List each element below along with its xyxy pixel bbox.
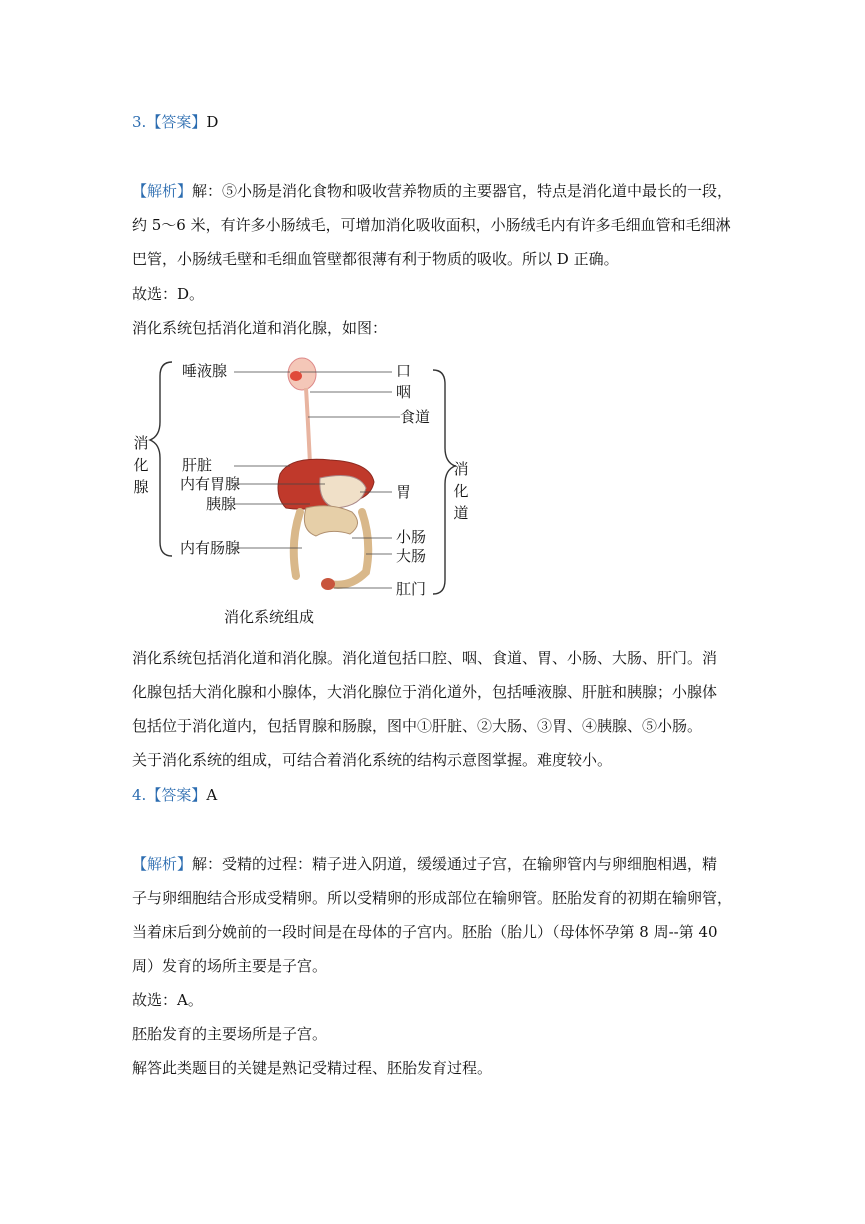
q3-answer-tag: 【答案】 xyxy=(146,113,207,131)
q3-intro: 消化系统包括消化道和消化腺，如图： xyxy=(132,319,388,337)
diagram-label-salivary-gland: 唾液腺 xyxy=(182,362,228,380)
diagram-label-pancreas: 胰腺 xyxy=(206,495,237,513)
q4-answer-tag: 【答案】 xyxy=(146,786,207,804)
q3-choice: 故选：D。 xyxy=(132,285,205,303)
q4-analysis-line-3: 当着床后到分娩前的一段时间是在母体的子宫内。胚胎（胎儿）（母体怀孕第 8 周--第 40 xyxy=(132,923,718,941)
q3-analysis-text-1: 解：⑤小肠是消化食物和吸收营养物质的主要器官，特点是消化道中最长的一段， xyxy=(192,182,733,200)
diagram-right-group-label: 消化道 xyxy=(453,460,469,522)
q4-answer: A xyxy=(206,786,218,804)
q4-analysis-text-1: 解：受精的过程：精子进入阴道，缓缓通过子宫，在输卵管内与卵细胞相遇，精 xyxy=(192,855,718,873)
diagram-caption: 消化系统组成 xyxy=(224,608,315,626)
q3-summary-line-1: 消化系统包括消化道和消化腺。消化道包括口腔、咽、食道、胃、小肠、大肠、肝门。消 xyxy=(132,649,718,667)
q4-analysis-line-4: 周）发育的场所主要是子宫。 xyxy=(132,957,328,975)
q4-analysis-line-2: 子与卵细胞结合形成受精卵。所以受精卵的形成部位在输卵管。胚胎发育的初期在输卵管， xyxy=(132,889,733,907)
diagram-label-stomach: 胃 xyxy=(396,483,412,501)
q4-number: 4. xyxy=(132,786,147,804)
q3-number: 3. xyxy=(132,113,147,131)
diagram-label-esophagus: 食道 xyxy=(400,408,431,426)
q3-analysis-tag: 【解析】 xyxy=(132,182,193,200)
diagram-label-small-intestine: 小肠 xyxy=(396,528,427,546)
q4-tip: 解答此类题目的关键是熟记受精过程、胚胎发育过程。 xyxy=(132,1059,493,1077)
q4-choice: 故选：A。 xyxy=(132,991,203,1009)
q4-answer-line xyxy=(132,785,752,805)
q3-summary-line-2: 化腺包括大消化腺和小腺体，大消化腺位于消化道外，包括唾液腺、肝脏和胰腺；小腺体 xyxy=(132,683,718,701)
diagram-label-pharynx: 咽 xyxy=(396,383,412,401)
q3-answer-line xyxy=(132,112,752,132)
digestive-system-diagram xyxy=(130,352,480,630)
diagram-label-mouth: 口 xyxy=(396,362,412,380)
q3-tip: 关于消化系统的组成，可结合着消化系统的结构示意图掌握。难度较小。 xyxy=(132,751,613,769)
q3-analysis-line-1 xyxy=(132,181,752,201)
q3-answer: D xyxy=(206,113,219,131)
diagram-label-intestinal-gland: 内有肠腺 xyxy=(180,539,241,557)
diagram-label-anus: 肛门 xyxy=(396,580,427,598)
q4-analysis-line-1 xyxy=(132,854,752,874)
q4-analysis-tag: 【解析】 xyxy=(132,855,193,873)
q3-analysis-line-3: 巴管，小肠绒毛壁和毛细血管壁都很薄有利于物质的吸收。所以 D 正确。 xyxy=(132,250,619,268)
q3-summary-line-3: 包括位于消化道内，包括胃腺和肠腺，图中①肝脏、②大肠、③胃、④胰腺、⑤小肠。 xyxy=(132,717,703,735)
q3-analysis-line-2: 约 5～6 米，有许多小肠绒毛，可增加消化吸收面积，小肠绒毛内有许多毛细血管和毛细淋 xyxy=(132,216,731,234)
diagram-label-large-intestine: 大肠 xyxy=(396,547,427,565)
diagram-label-gastric-gland: 内有胃腺 xyxy=(180,475,241,493)
diagram-label-liver: 肝脏 xyxy=(182,456,213,474)
q4-point: 胚胎发育的主要场所是子宫。 xyxy=(132,1025,328,1043)
diagram-left-group-label: 消化腺 xyxy=(133,434,149,496)
